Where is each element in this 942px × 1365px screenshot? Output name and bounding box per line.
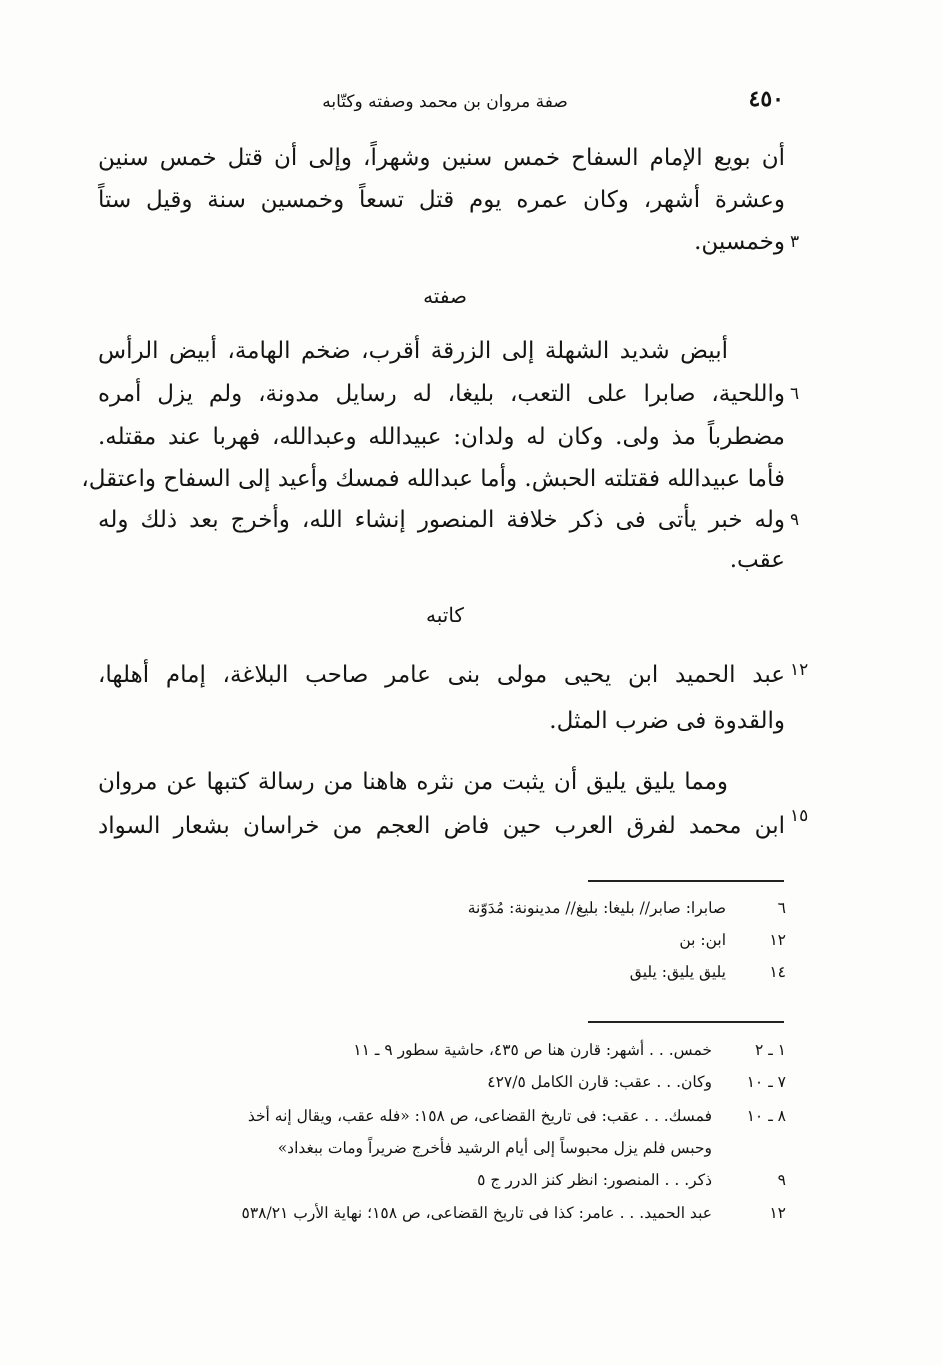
- body-line: وعشرة أشهر، وكان عمره يوم قتل تسعاً وخمسين سنة وقيل ستاً: [98, 187, 785, 213]
- section-heading-sifatuhu: صفته: [423, 284, 467, 308]
- body-line: ابن محمد لفرق العرب حين فاض العجم من خراسان بشعار السواد: [98, 813, 785, 839]
- page-number: ٤٥٠: [748, 86, 784, 112]
- body-line: واللحية، صابرا على التعب، بليغا، له رسايل مدونة، ولم يزل أمره: [98, 381, 785, 407]
- variant-note: ١٢ ابن: بن: [679, 931, 786, 949]
- running-head: صفة مروان بن محمد وصفته وكتّابه: [322, 92, 568, 112]
- variant-note: ٦ صابرا: صابر// بليغا: بليغ// مدينونة: مُدَوّنة: [467, 899, 786, 917]
- footnote-rule: [588, 880, 784, 882]
- body-line: وله خبر يأتى فى ذكر خلافة المنصور إنشاء الله، وأخرج بعد ذلك وله: [98, 507, 785, 533]
- section-heading-katibuhu: كاتبه: [426, 603, 464, 627]
- body-line: فأما عبيدالله فقتلته الحبش. وأما عبدالله فمسك وأعيد إلى السفاح واعتقل،: [81, 466, 785, 492]
- line-number: ١٢: [790, 660, 809, 680]
- body-line: ومما يليق يليق أن يثبت من نثره هاهنا من رسالة كتبها عن مروان: [98, 769, 728, 795]
- line-number: ١٥: [790, 806, 809, 826]
- line-number: ٣: [790, 232, 800, 252]
- body-line: وخمسين.: [694, 229, 785, 255]
- line-number: ٦: [790, 384, 800, 404]
- body-line: عقب.: [729, 547, 785, 573]
- body-line: أبيض شديد الشهلة إلى الزرقة أقرب، ضخم الهامة، أبيض الرأس: [98, 338, 728, 364]
- commentary-note: ١٢ عبد الحميد. . . عامر: كذا فى تاريخ القضاعى، ص ١٥٨؛ نهاية الأرب ٥٣٨/٢١: [241, 1204, 786, 1222]
- variant-note: ١٤ يليق يليق: يليق: [629, 963, 786, 981]
- commentary-note-continuation: وحبس فلم يزل محبوساً إلى أيام الرشيد فأخرج ضريراً ومات ببغداد»: [277, 1139, 712, 1157]
- line-number: ٩: [790, 510, 800, 530]
- commentary-note: ١ ـ ٢ خمس. . . أشهر: قارن هنا ص ٤٣٥، حاشية سطور ٩ ـ ١١: [353, 1041, 786, 1059]
- notes-rule: [588, 1021, 784, 1023]
- commentary-note: ٨ ـ ١٠ فمسك. . . عقب: فى تاريخ القضاعى، ص ١٥٨: «فله عقب، ويقال إنه أخذ: [247, 1107, 786, 1125]
- body-line: أن بويع الإمام السفاح خمس سنين وشهراً، وإلى أن قتل خمس سنين: [98, 145, 785, 171]
- commentary-note: ٧ ـ ١٠ وكان. . . عقب: قارن الكامل ٤٢٧/٥: [487, 1073, 786, 1091]
- commentary-note: ٩ ذكر. . . المنصور: انظر كنز الدرر ج ٥: [477, 1171, 786, 1189]
- body-line: مضطرباً مذ ولى. وكان له ولدان: عبيدالله وعبدالله، فهربا عند مقتله.: [98, 424, 785, 450]
- body-line: عبد الحميد ابن يحيى مولى بنى عامر صاحب البلاغة، إمام أهلها،: [98, 662, 785, 688]
- body-line: والقدوة فى ضرب المثل.: [549, 708, 785, 734]
